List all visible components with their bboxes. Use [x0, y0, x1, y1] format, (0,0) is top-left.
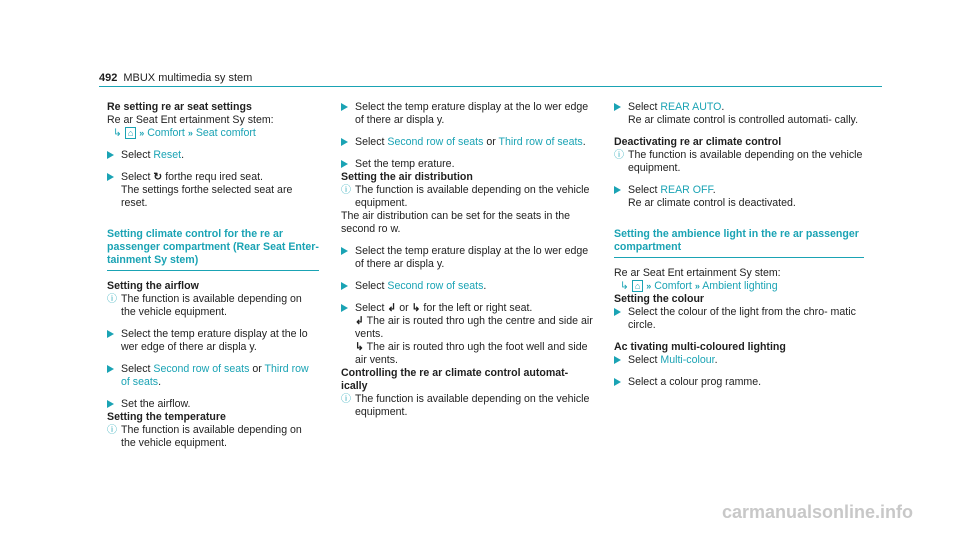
step-select-rear-auto: Select REAR AUTO. Re ar climate control is controlled automati‐ cally.: [614, 101, 864, 127]
step-select-row: Select Second row of seats or Third row of seats.: [341, 136, 593, 149]
third-row-link[interactable]: Third row of seats: [498, 136, 583, 148]
step-triangle-icon: [614, 186, 621, 194]
step-triangle-icon: [614, 103, 621, 111]
step-select-multi-colour: Select Multi-colour.: [614, 354, 864, 367]
chevron-icon: »: [646, 281, 652, 291]
step-select-row: Select Second row of seats or Third row of seats.: [107, 363, 319, 389]
step-select-colour: Select the colour of the light from the chro‐ matic circle.: [614, 306, 864, 332]
air-distribution-heading: Setting the air distribution: [341, 171, 473, 183]
path-seat-comfort[interactable]: Seat comfort: [195, 127, 256, 139]
footwell-vent-icon: ↳: [355, 341, 364, 353]
step-triangle-icon: [107, 330, 114, 338]
info-icon: ⓘ: [341, 185, 351, 196]
step-select-second-row: Select Second row of seats.: [341, 280, 593, 293]
info-note: ⓘ The function is available depending on the vehicle equipment.: [614, 149, 863, 174]
info-icon: ⓘ: [614, 150, 624, 161]
menu-path: [107, 127, 319, 140]
step-triangle-icon: [341, 160, 348, 168]
info-note: ⓘ The function is available depending on the vehicle equipment.: [341, 184, 590, 209]
centre-vent-icon[interactable]: ↲: [387, 302, 397, 314]
footwell-vent-icon[interactable]: ↳: [411, 302, 421, 314]
path-ambient-lighting[interactable]: Ambient lighting: [702, 280, 778, 292]
step-triangle-icon: [107, 400, 114, 408]
reset-link[interactable]: Reset: [153, 149, 182, 161]
menu-path: [614, 280, 864, 293]
step-select-seat: Select ↻ forthe requ ired seat. The settings forthe selected seat are reset.: [107, 171, 319, 210]
temperature-heading: Setting the temperature: [107, 411, 226, 423]
deactivate-heading: Deactivating re ar climate control: [614, 136, 782, 148]
step-triangle-icon: [614, 308, 621, 316]
multi-colour-link[interactable]: Multi-colour: [660, 354, 715, 366]
third-row-link[interactable]: Third row of seats: [121, 363, 309, 388]
step-select-display: Select the temp erature display at the lo wer edge of there ar displa y.: [341, 101, 593, 127]
info-note: ⓘ The function is available depending on the vehicle equipment.: [107, 424, 302, 449]
step-triangle-icon: [614, 356, 621, 364]
path-comfort[interactable]: Comfort: [654, 280, 692, 292]
page-number: 492: [99, 72, 118, 84]
section-heading-climate: Setting climate control for the re ar passenger compartment (Rear Seat Enter‐ tainment Sy stem): [107, 228, 319, 271]
second-row-link[interactable]: Second row of seats: [387, 136, 484, 148]
watermark: carmanualsonline.info: [722, 502, 914, 522]
second-row-link[interactable]: Second row of seats: [153, 363, 250, 375]
distribution-text: The air distribution can be set for the seats in the second ro w.: [341, 210, 571, 235]
arrow-icon: ↳: [113, 127, 122, 139]
header-rule: [99, 86, 882, 87]
step-select-reset: Select Reset.: [107, 149, 319, 162]
step-triangle-icon: [341, 282, 348, 290]
rear-auto-link[interactable]: REAR AUTO: [660, 101, 722, 113]
step-select-display: Select the temp erature display at the lo wer edge of there ar displa y.: [107, 328, 319, 354]
step-set-airflow: Set the airflow.: [107, 398, 319, 411]
step-triangle-icon: [341, 247, 348, 255]
chevron-icon: »: [187, 128, 193, 138]
info-icon: ⓘ: [107, 425, 117, 436]
section-heading-ambience: Setting the ambience light in the re ar passenger compartment: [614, 228, 864, 258]
reset-heading: Re setting re ar seat settings: [107, 101, 252, 113]
step-select-display: Select the temp erature display at the lo wer edge of there ar displa y.: [341, 245, 593, 271]
colour-heading: Setting the colour: [614, 293, 705, 305]
step-result: The settings forthe selected seat are reset.: [121, 184, 293, 209]
multi-colour-heading: Ac tivating multi-coloured lighting: [614, 341, 786, 353]
info-note: ⓘ The function is available depending on the vehicle equipment.: [341, 393, 590, 418]
arrow-icon: ↳: [620, 280, 629, 292]
rse-intro: Re ar Seat Ent ertainment Sy stem:: [614, 267, 781, 279]
column-1: [107, 101, 319, 450]
page-header: [99, 72, 252, 85]
step-triangle-icon: [341, 103, 348, 111]
centre-vent-icon: ↲: [355, 315, 364, 327]
second-row-link[interactable]: Second row of seats: [387, 280, 484, 292]
info-note: ⓘ The function is available depending on the vehicle equipment.: [107, 293, 302, 318]
home-icon[interactable]: ⌂: [632, 280, 643, 292]
step-select-rear-off: Select REAR OFF. Re ar climate control is deactivated.: [614, 184, 864, 210]
step-triangle-icon: [107, 365, 114, 373]
chevron-icon: »: [139, 128, 145, 138]
auto-heading: Controlling the re ar climate control automat‐ ically: [341, 367, 569, 392]
step-triangle-icon: [341, 304, 348, 312]
info-icon: ⓘ: [341, 394, 351, 405]
home-icon[interactable]: ⌂: [125, 127, 136, 139]
step-triangle-icon: [341, 138, 348, 146]
rear-off-link[interactable]: REAR OFF: [660, 184, 713, 196]
step-triangle-icon: [107, 173, 114, 181]
step-select-vent: Select ↲ or ↳ for the left or right seat. ↲ The air is routed thro ugh the centre and side air vents. ↳ The air is routed thro ugh the foot well and side air vents.: [341, 302, 593, 367]
step-select-programme: Select a colour prog ramme.: [614, 376, 864, 389]
chevron-icon: »: [694, 281, 700, 291]
step-set-temperature: Set the temp erature.: [341, 158, 593, 171]
column-3: [614, 101, 864, 389]
step-triangle-icon: [614, 378, 621, 386]
rse-intro: Re ar Seat Ent ertainment Sy stem:: [107, 114, 274, 126]
column-2: [341, 101, 593, 419]
airflow-heading: Setting the airflow: [107, 280, 199, 292]
step-triangle-icon: [107, 151, 114, 159]
path-comfort[interactable]: Comfort: [147, 127, 185, 139]
seat-icon: ↻: [153, 171, 163, 183]
page-title: MBUX multimedia sy stem: [123, 72, 253, 84]
info-icon: ⓘ: [107, 294, 117, 305]
